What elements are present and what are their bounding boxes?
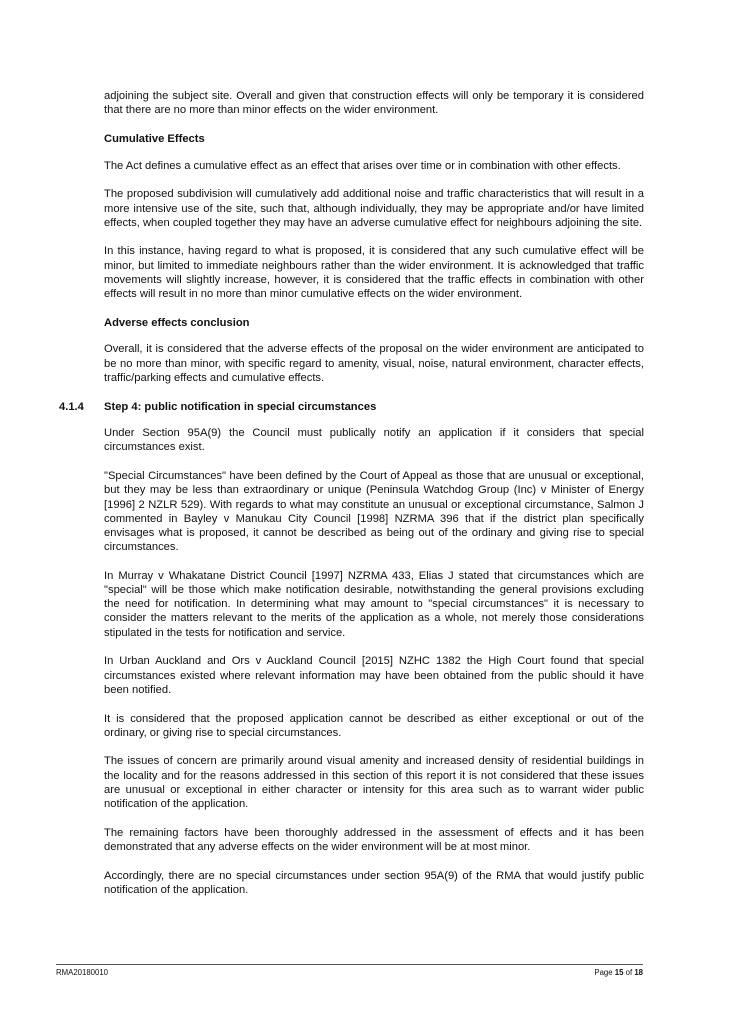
intro-paragraph: adjoining the subject site. Overall and given that construction effects will only be temporary it is considered that there are no more than minor effects on the wider environment.	[104, 90, 644, 117]
page-current: 15	[614, 968, 624, 977]
cumulative-effects-heading: Cumulative Effects	[104, 132, 205, 145]
cumulative-paragraph-1: The Act defines a cumulative effect as an effect that arises over time or in combination with other effects.	[104, 159, 621, 172]
section-paragraph-2: "Special Circumstances" have been defined by the Court of Appeal as those that are unusual or exceptional, but they may be less than extraordinary or unique (Peninsula Watchdog Group (Inc) v Minister of Energy [1996] 2 NZLR 529). With regards to what may constitute an unusual or exceptional circumstance, Salmon J commented in Bayley v Manukau City Council [1998] NZRMA 396 that if the district plan specifically envisages what is proposed, it cannot be described as being out of the ordinary and giving rise to special circumstances.	[104, 470, 644, 554]
section-title: Step 4: public notification in special circumstances	[104, 400, 377, 413]
section-heading	[59, 400, 644, 414]
section-paragraph-1: Under Section 95A(9) the Council must publically notify an application if it considers that special circumstances exist.	[104, 427, 644, 454]
footer-divider	[56, 964, 643, 965]
section-paragraph-8: Accordingly, there are no special circumstances under section 95A(9) of the RMA that would justify public notification of the application.	[104, 869, 644, 896]
section-paragraph-7: The remaining factors have been thoroughly addressed in the assessment of effects and it has been demonstrated that any adverse effects on the wider environment will be at most minor.	[104, 826, 644, 853]
section-paragraph-6: The issues of concern are primarily around visual amenity and increased density of residential buildings in the locality and for the reasons addressed in this section of this report it is not considered that these issues are unusual or exceptional in either character or intensity for this area such as to warrant wider public notification of the application.	[104, 755, 644, 811]
section-paragraph-3: In Murray v Whakatane District Council [1997] NZRMA 433, Elias J stated that circumstances which are "special" will be those which make notification desirable, notwithstanding the general provisions excluding the need for notification. In determining what may amount to "special circumstances" it is necessary to consider the matters relevant to the merits of the application as a whole, not merely those considerations stipulated in the tests for notification and service.	[104, 569, 644, 639]
cumulative-paragraph-2: The proposed subdivision will cumulatively add additional noise and traffic characteristics that will result in a more intensive use of the site, such that, although individually, they may be appropriate and/or have limited effects, when coupled together they may have an adverse cumulative effect for neighbours adjoining the site.	[104, 188, 644, 229]
page-total: 18	[634, 968, 643, 977]
cumulative-paragraph-3: In this instance, having regard to what is proposed, it is considered that any such cumulative effect will be minor, but limited to immediate neighbours rather than the wider environment. It is acknowledged that traffic movements will slightly increase, however, it is considered that the traffic effects in combination with other effects will result in no more than minor cumulative effects on the wider environment.	[104, 245, 644, 301]
section-number: 4.1.4	[59, 400, 84, 413]
section-paragraph-5: It is considered that the proposed application cannot be described as either exceptional or out of the ordinary, or giving rise to special circumstances.	[104, 712, 644, 739]
page-label: Page	[594, 968, 613, 977]
adverse-effects-paragraph: Overall, it is considered that the adverse effects of the proposal on the wider environment are anticipated to be no more than minor, with specific regard to amenity, visual, noise, natural environment, character effects, traffic/parking effects and cumulative effects.	[104, 343, 644, 384]
page-of-label: of	[625, 968, 633, 977]
page-body	[59, 89, 644, 912]
adverse-effects-heading: Adverse effects conclusion	[104, 316, 250, 329]
footer-page-number	[594, 968, 643, 978]
section-paragraph-4: In Urban Auckland and Ors v Auckland Council [2015] NZHC 1382 the High Court found that special circumstances existed where relevant information may have been obtained from the public should it have been notified.	[104, 655, 644, 696]
footer-reference: RMA20180010	[56, 968, 109, 977]
